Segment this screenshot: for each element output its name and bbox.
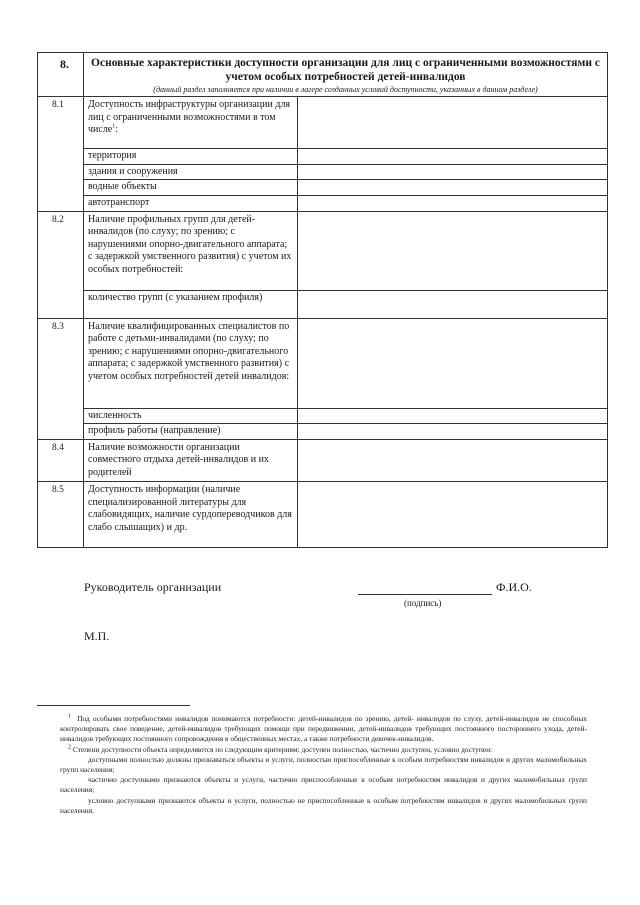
value-cell[interactable] [298, 149, 608, 165]
sub-label: количество групп (с указанием профиля) [84, 290, 298, 318]
sub-label: численность [84, 408, 298, 424]
section-title: Основные характеристики доступности организации для лиц с ограниченными возможностями с учетом особых потребностей детей-инвалидов [91, 57, 600, 83]
value-cell[interactable] [298, 408, 608, 424]
sub-label: здания и сооружения [84, 164, 298, 180]
sub-label: профиль работы (направление) [84, 424, 298, 440]
table-row [38, 408, 608, 424]
signature-line[interactable] [358, 594, 492, 595]
table-row [38, 164, 608, 180]
table-row [38, 318, 608, 408]
value-cell[interactable] [298, 195, 608, 211]
signature-caption: (подпись) [404, 598, 442, 608]
table-row [38, 180, 608, 196]
value-cell[interactable] [298, 424, 608, 440]
value-cell[interactable] [298, 180, 608, 196]
table-row [38, 149, 608, 165]
value-cell[interactable] [298, 97, 608, 149]
row-number: 8.2 [38, 211, 84, 318]
row-label: Доступность информации (наличие специализированной литературы для слабовидящих, наличие сурдопереводчиков для слабо слышащих) и др. [84, 482, 298, 548]
sub-label: территория [84, 149, 298, 165]
accessibility-table [37, 52, 608, 548]
stamp-place-label: М.П. [84, 629, 110, 643]
row-number: 8.4 [38, 439, 84, 482]
table-row [38, 482, 608, 548]
value-cell[interactable] [298, 318, 608, 408]
footnote-2-full: доступными полностью должны признаваться объекты и услуги, полностью приспособленные к особым потребностям инвалидов и других маломобильных групп населения; [60, 754, 587, 775]
row-label: Наличие возможности организации совместного отдыха детей-инвалидов и их родителей [84, 439, 298, 482]
section-note: (данный раздел заполняется при наличии в лагере созданных условий доступности, указанных в данном разделе) [153, 85, 538, 94]
row-number: 8.1 [38, 97, 84, 212]
row-number: 8.3 [38, 318, 84, 439]
table-row [38, 290, 608, 318]
footnotes [60, 714, 587, 816]
table-row [38, 97, 608, 149]
value-cell[interactable] [298, 290, 608, 318]
row-label: Доступность инфраструктуры организации для лиц с ограниченными возможностями в том числе$^1$: [84, 97, 298, 149]
footnote-1: $^1$ Под особыми потребностями инвалидов понимаются потребности: детей-инвалидов по зрению, детей- инвалидов по слуху, детей-инвалидов не способных контролировать свое поведение, детей-инвалидов требующих помощи при передвижении, детей-инвалидов требующих постоянного постороннего ухода, детей-инвалидов требующих постоянного сопровождения в общественных местах, а также потребности девочек-инвалидов. [60, 713, 587, 744]
row-number: 8.5 [38, 482, 84, 548]
value-cell[interactable] [298, 482, 608, 548]
footnote-2: $^2$ Степени доступности объекта определяются по следующим критериям: доступен полностью, частично доступен, условно доступен: [68, 744, 493, 754]
section-header [84, 53, 608, 97]
footnote-2-partial: частично доступными признаются объекты и услуги, частично приспособленные к особым потребностям инвалидов и других маломобильных групп населения; [60, 775, 587, 795]
sub-label: водные объекты [84, 180, 298, 196]
fio-label: Ф.И.О. [496, 580, 532, 594]
table-row [38, 195, 608, 211]
footnote-separator [37, 705, 190, 706]
row-label: Наличие профильных групп для детей-инвалидов (по слуху; по зрению; с нарушениями опорно-двигательного аппарата; с задержкой умственного развития) с учетом их особых потребностей: [84, 211, 298, 290]
table-row [38, 424, 608, 440]
table-row [38, 211, 608, 290]
section-number: 8. [38, 53, 84, 97]
value-cell[interactable] [298, 211, 608, 290]
value-cell[interactable] [298, 439, 608, 482]
head-of-organization-label: Руководитель организации [84, 580, 222, 594]
row-label: Наличие квалифицированных специалистов по работе с детьми-инвалидами (по слуху; по зрению; с нарушениями опорно-двигательного аппарата; с задержкой умственного развития) с учетом особых потребностей детей инвалидов: [84, 318, 298, 408]
table-row [38, 439, 608, 482]
footnote-2-conditional: условно доступными признаются объекты и услуги, полностью не приспособленные к особым потребностям инвалидов и других маломобильных групп населения. [60, 795, 587, 815]
value-cell[interactable] [298, 164, 608, 180]
section-header-row [38, 53, 608, 97]
sub-label: автотранспорт [84, 195, 298, 211]
